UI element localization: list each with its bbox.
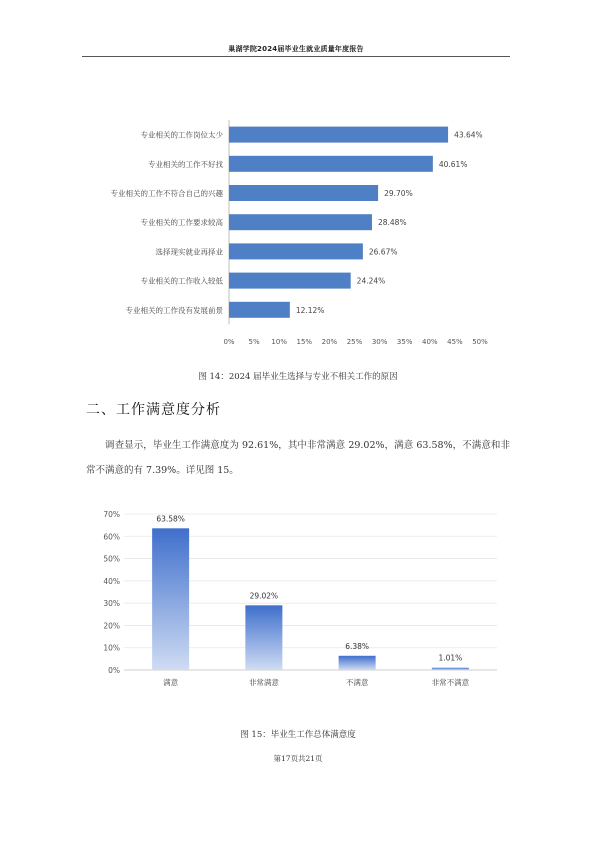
fig15-bar — [245, 605, 282, 670]
fig14-x-tick-label: 20% — [321, 338, 338, 346]
fig14-category-label: 专业相关的工作不符合自己的兴趣 — [110, 189, 223, 198]
fig14-category-label: 专业相关的工作收入较低 — [140, 276, 223, 286]
fig14-x-tick-label: 30% — [371, 338, 388, 346]
fig14-x-tick-label: 40% — [422, 338, 438, 346]
figure-15-caption: 图 15：毕业生工作总体满意度 — [240, 730, 356, 740]
fig15-y-tick-label: 10% — [103, 643, 120, 653]
fig15-y-tick-label: 30% — [103, 599, 120, 609]
fig14-bar — [229, 273, 351, 289]
fig14-x-tick-label: 50% — [472, 338, 488, 346]
section-heading: 二、工作满意度分析 — [86, 402, 221, 418]
fig14-x-tick-label: 35% — [396, 338, 413, 346]
fig15-y-tick-label: 70% — [103, 510, 120, 519]
fig14-category-label: 专业相关的工作要求较高 — [140, 218, 223, 228]
fig14-category-label: 专业相关的工作不好找 — [148, 159, 223, 169]
fig15-category-label: 非常不满意 — [431, 678, 470, 687]
fig14-category-label: 专业相关的工作没有发展前景 — [125, 305, 223, 315]
fig15-y-tick-label: 40% — [103, 576, 120, 586]
fig14-data-label: 29.70% — [384, 189, 413, 198]
fig14-bar — [229, 127, 448, 143]
report-header-title: 巢湖学院2024届毕业生就业质量年度报告 — [228, 45, 364, 53]
fig14-x-tick-label: 45% — [447, 338, 463, 346]
fig14-bar — [229, 243, 363, 259]
fig14-category-label: 专业相关的工作岗位太少 — [140, 130, 223, 140]
fig15-category-label: 不满意 — [345, 678, 369, 687]
fig14-x-tick-label: 25% — [346, 338, 363, 346]
fig14-bar — [229, 156, 433, 172]
fig15-y-tick-label: 50% — [103, 554, 120, 564]
fig14-x-tick-label: 5% — [248, 338, 260, 346]
fig15-y-tick-label: 0% — [108, 666, 120, 675]
fig15-data-label: 6.38% — [345, 641, 370, 651]
fig14-x-tick-label: 10% — [271, 338, 287, 346]
fig15-bar — [339, 656, 376, 670]
fig15-data-label: 63.58% — [156, 514, 185, 524]
fig15-data-label: 29.02% — [249, 591, 279, 601]
figure-14-caption: 图 14：2024 届毕业生选择与专业不相关工作的原因 — [198, 372, 398, 382]
fig14-data-label: 28.48% — [377, 218, 407, 228]
fig14-category-label: 选择现实就业再择业 — [155, 247, 223, 257]
fig15-y-tick-label: 60% — [103, 532, 120, 542]
fig15-y-tick-label: 20% — [103, 621, 120, 631]
fig15-data-label: 1.01% — [438, 653, 463, 663]
fig14-data-label: 24.24% — [356, 276, 386, 286]
fig15-category-label: 非常满意 — [248, 678, 279, 687]
fig14-data-label: 43.64% — [454, 130, 483, 140]
fig14-bar — [229, 302, 290, 318]
fig15-category-label: 满意 — [163, 678, 179, 687]
page-footer: 第17页共21页 — [273, 754, 323, 763]
fig14-bar — [229, 185, 378, 201]
fig14-x-tick-label: 15% — [296, 338, 313, 346]
section-paragraph: 调查显示，毕业生工作满意度为 92.61%，其中非常满意 29.02%，满意 63.58%，不满意和非常不满意的有 7.39%。详见图 15。 — [86, 440, 510, 476]
fig14-data-label: 26.67% — [368, 247, 398, 257]
fig14-data-label: 12.12% — [295, 305, 325, 315]
fig14-x-tick-label: 0% — [223, 338, 235, 346]
fig14-data-label: 40.61% — [438, 159, 468, 169]
fig15-bar — [152, 528, 189, 670]
fig14-bar — [229, 214, 372, 230]
fig15-bar — [432, 668, 469, 670]
